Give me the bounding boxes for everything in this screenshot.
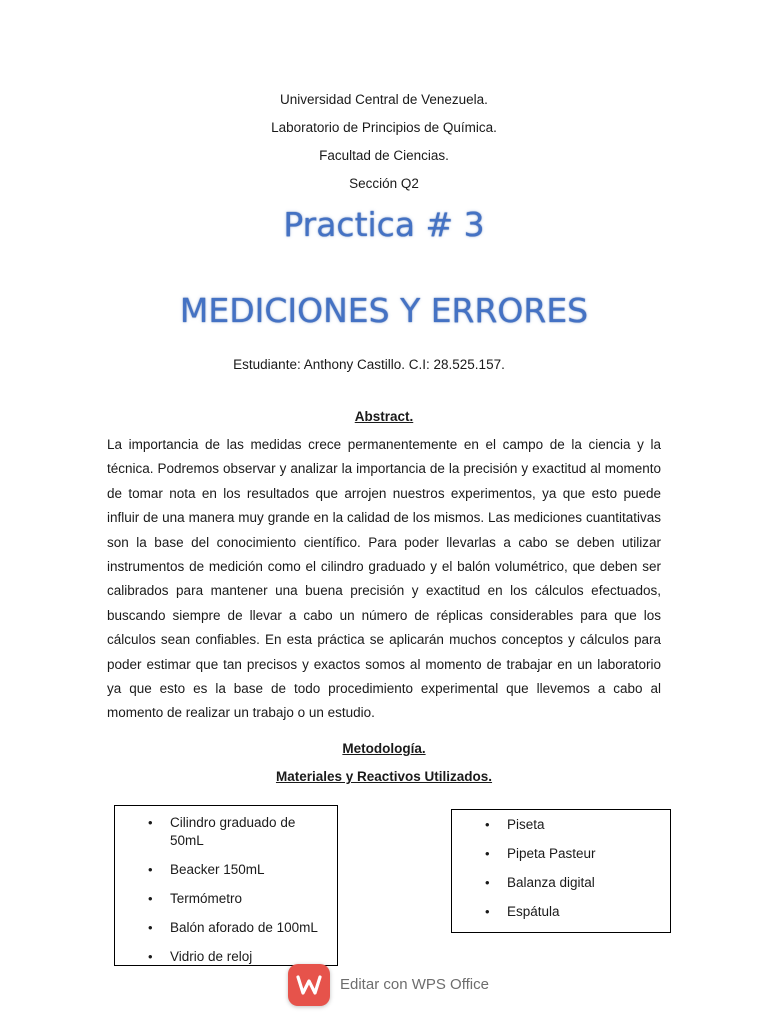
materials-heading: Materiales y Reactivos Utilizados. [275, 769, 493, 784]
faculty-name: Facultad de Ciencias. [319, 148, 449, 163]
list-item: • Beacker 150mL [148, 862, 265, 877]
laboratory-name: Laboratorio de Principios de Química. [271, 120, 497, 135]
list-item-label: Vidrio de reloj [170, 949, 253, 964]
list-item-label: Pipeta Pasteur [507, 846, 596, 861]
list-item: • Piseta [485, 817, 545, 832]
wps-label[interactable]: Editar con WPS Office [340, 976, 489, 993]
list-item: • Cilindro graduado de 50mL [148, 815, 296, 848]
list-item-label: Espátula [507, 904, 560, 919]
university-name: Universidad Central de Venezuela. [280, 92, 488, 107]
list-item: • Espátula [485, 904, 560, 919]
list-item-label: Termómetro [170, 891, 243, 906]
list-item: • Termómetro [148, 891, 243, 906]
materials-list-left [114, 805, 338, 966]
student-info: Estudiante: Anthony Castillo. C.I: 28.525.157. [233, 357, 505, 372]
edit-with-wps-button[interactable] [288, 964, 508, 1008]
abstract-heading: Abstract. [354, 409, 414, 424]
abstract-body: La importancia de las medidas crece permanentemente en el campo de la ciencia y la técnica. Podremos observar y analizar la importancia de la precisión y exactitud al momento de tomar nota en los resultados que arrojen nuestros experimentos, ya que esto puede influir de una manera muy grande en la calidad de los mismos. Las mediciones cuantitativas son la base del conocimiento científico. Para poder llevarlas a cabo se deben utilizar instrumentos de medición como el cilindro graduado y el balón volumétrico, que deben ser calibrados para mantener una buena precisión y exactitud en los cálculos efectuados, buscando siempre de llevar a cabo un número de réplicas considerables para que los cálculos sean confiables. En esta práctica se aplicarán muchos conceptos y cálculos para poder estimar que tan precisos y exactos somos al momento de trabajar en un laboratorio ya que esto es la base de todo procedimiento experimental que llevemos a cabo al momento de realizar un trabajo o un estudio. [107, 437, 661, 721]
list-item: • Vidrio de reloj [148, 949, 253, 964]
methodology-heading: Metodología. [342, 741, 426, 756]
list-item-label: Piseta [507, 817, 545, 832]
list-item-label: Balón aforado de 100mL [170, 920, 318, 935]
list-item: • Balanza digital [485, 875, 595, 890]
list-item-label: Balanza digital [507, 875, 595, 890]
list-item-label: Cilindro graduado de 50mL [170, 815, 296, 848]
list-item: • Pipeta Pasteur [485, 846, 596, 861]
materials-list-right [451, 809, 671, 933]
section-label: Sección Q2 [349, 176, 419, 191]
wps-office-icon[interactable] [288, 964, 330, 1006]
list-item-label: Beacker 150mL [170, 862, 265, 877]
practice-title: Practica # 3 [283, 205, 485, 244]
subject-title: MEDICIONES Y ERRORES [179, 291, 589, 330]
list-item: • Balón aforado de 100mL [148, 920, 318, 935]
